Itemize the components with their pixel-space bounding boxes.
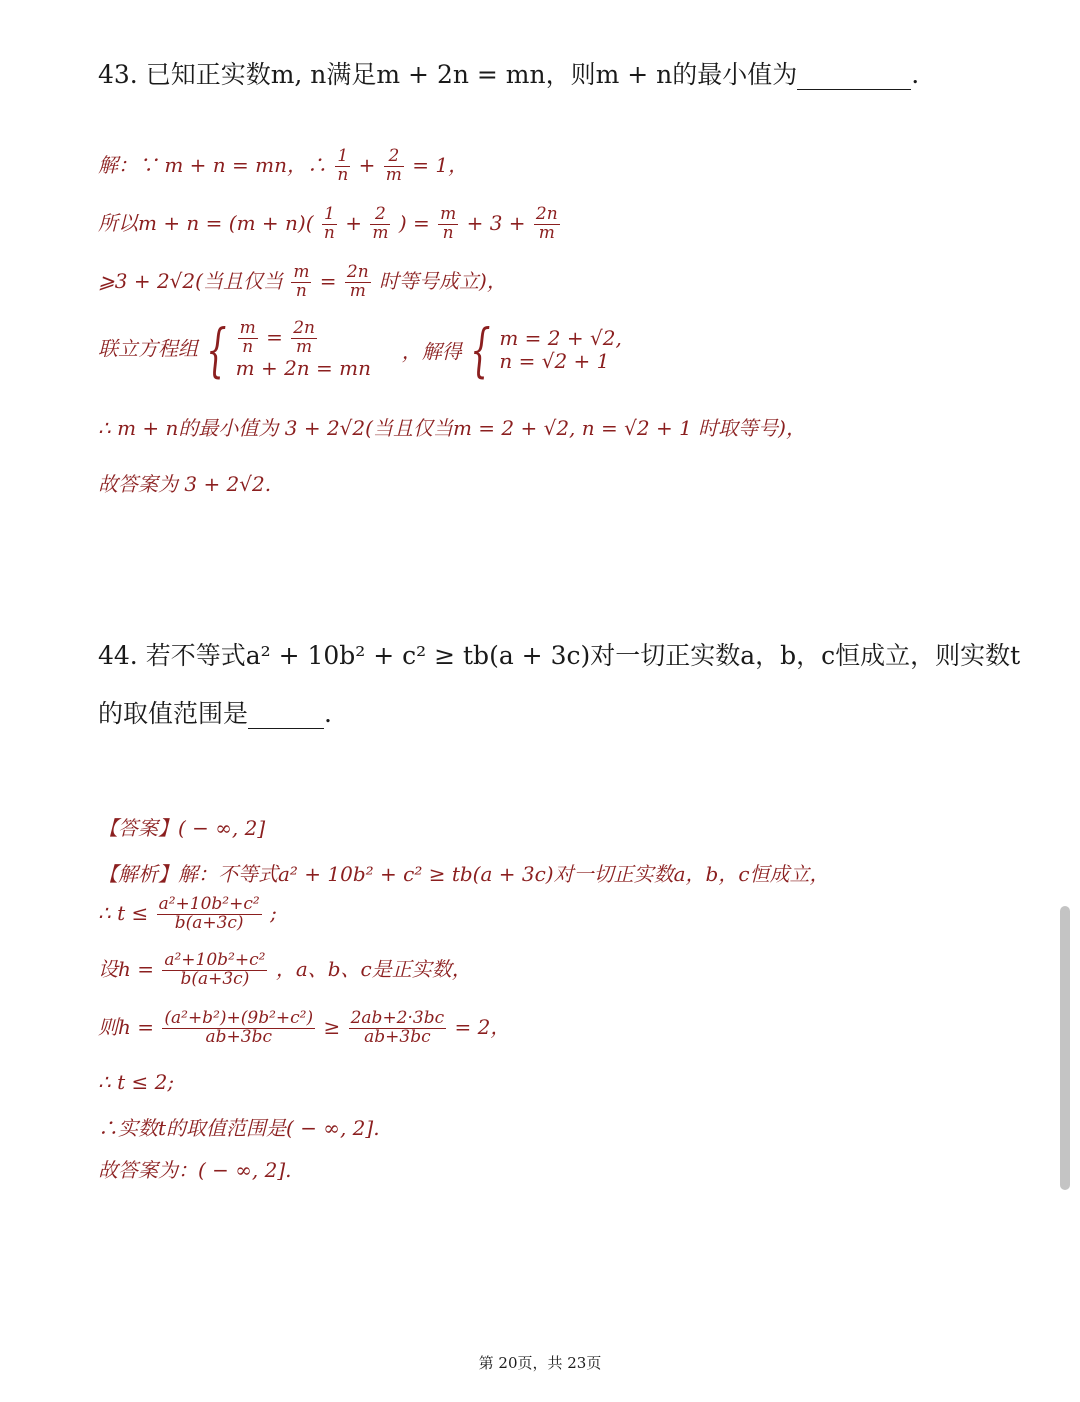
- fraction: $\frac{2n}{m}$: [346, 262, 369, 301]
- fraction: $\frac{1}{n}$: [337, 146, 349, 185]
- solution-43-line-5: ∴ m + n的最小值为 3 + 2√2(当且仅当m = 2 + √2, n = √2 + 1 时取等号)，: [98, 416, 806, 440]
- solution-44-line-5: 则h = $\frac{\text{(a²+b²)+(9b²+c²)}}{ab+3bc}$ ≥ $\frac{2ab+2\cdot 3bc}{ab+3bc}$ = 2，: [98, 1008, 511, 1047]
- question-44-line-2: 的取值范围是 .: [98, 699, 332, 728]
- fraction: $\frac{1}{n}$: [323, 204, 335, 243]
- solution-44-line-4: 设h = $\frac{\text{a²+10b²+c²}}{b(a+3c)}$ ，a、b、c是正实数，: [98, 950, 472, 989]
- fraction: $\frac{2}{m}$: [385, 146, 402, 185]
- fraction: $\frac{\text{(a²+b²)+(9b²+c²)}}{ab+3bc}$: [164, 1008, 314, 1047]
- solution-43-line-2: 所以m + n = (m + n)( $\frac{1}{n}$ + $\frac{2}{m}$ ) = $\frac{m}{n}$ + 3 + $\frac{2n}{m}$: [98, 204, 558, 243]
- fraction: $\frac{\text{a²+10b²+c²}}{b(a+3c)}$: [158, 894, 260, 933]
- solution-43-line-6: 故答案为 3 + 2√2.: [98, 472, 272, 496]
- answer-blank-44: [248, 699, 324, 729]
- question-43: 43. 已知正实数m, n满足m + 2n = mn，则m + n的最小值为 .: [98, 60, 920, 89]
- vertical-scrollbar[interactable]: [1060, 906, 1070, 1190]
- fraction: $\frac{m}{n}$: [293, 262, 310, 301]
- solution-43-line-1: 解：∵ m + n = mn，∴ $\frac{1}{n}$ + $\frac{2}{m}$ = 1，: [98, 146, 469, 185]
- solution-44-line-6: ∴ t ≤ 2;: [98, 1070, 175, 1094]
- question-44-line-1: 44. 若不等式a² + 10b² + c² ≥ tb(a + 3c)对一切正实数a，b，c恒成立，则实数t: [98, 641, 1021, 670]
- left-brace: {: [470, 315, 491, 384]
- fraction: $\frac{2n}{m}$: [535, 204, 558, 243]
- solution-44-analysis: 【解析】解：不等式a² + 10b² + c² ≥ tb(a + 3c)对一切正实数a，b，c恒成立，: [98, 862, 830, 886]
- solution-system: m = 2 + √2, n = √2 + 1: [499, 325, 622, 373]
- fraction: $\frac{2n}{m}$: [293, 318, 315, 357]
- solution-43-line-3: ⩾3 + 2√2(当且仅当 $\frac{m}{n}$ = $\frac{2n}{m}$ 时等号成立)，: [98, 262, 507, 301]
- solution-43-line-4: 联立方程组 { $\frac{m}{n}$ = $\frac{2n}{m}$ m + 2n = mn ，解得 { m = 2 + √2, n = √2 + 1: [98, 315, 622, 384]
- fraction: $\frac{\text{a²+10b²+c²}}{b(a+3c)}$: [164, 950, 266, 989]
- fraction: $\frac{2ab+2\cdot 3bc}{ab+3bc}$: [350, 1008, 445, 1047]
- fraction: $\frac{m}{n}$: [239, 318, 256, 357]
- page-number: 第 20页，共 23页: [478, 1354, 602, 1372]
- fraction: $\frac{2}{m}$: [372, 204, 389, 243]
- equation-system: $\frac{m}{n}$ = $\frac{2n}{m}$ m + 2n = mn: [235, 318, 371, 380]
- fraction: $\frac{m}{n}$: [440, 204, 457, 243]
- solution-44-answer: 【答案】( − ∞, 2]: [98, 816, 266, 840]
- answer-blank-43: [797, 60, 911, 90]
- solution-44-line-3: ∴ t ≤ $\frac{\text{a²+10b²+c²}}{b(a+3c)}$ ;: [98, 894, 277, 933]
- left-brace: {: [206, 315, 227, 384]
- solution-44-line-7: ∴实数t的取值范围是( − ∞, 2].: [98, 1116, 380, 1140]
- solution-44-line-8: 故答案为：( − ∞, 2].: [98, 1158, 292, 1182]
